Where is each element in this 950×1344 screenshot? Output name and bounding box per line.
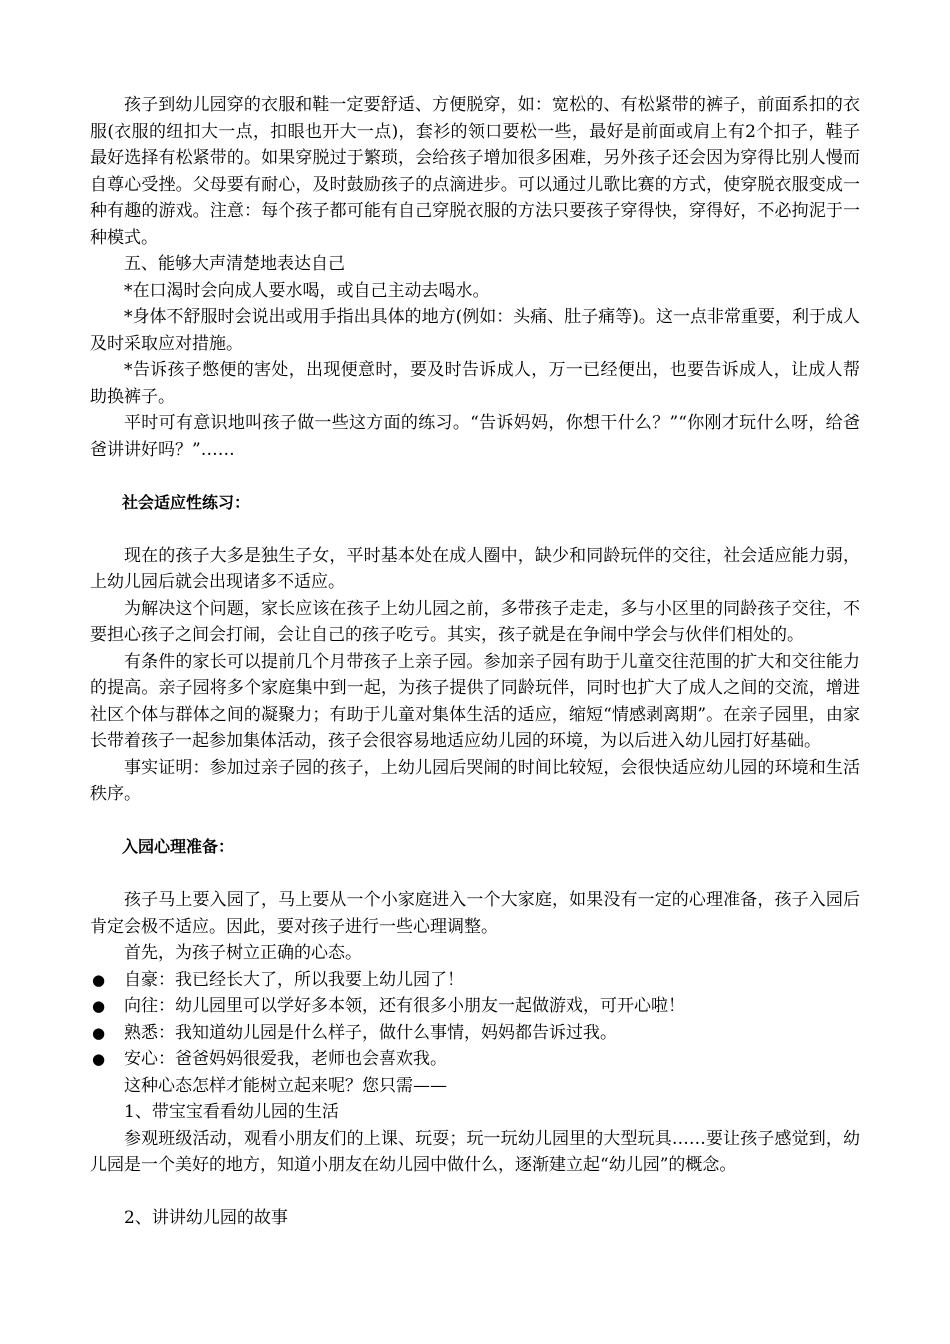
- subheading-visit-kindergarten: 1、带宝宝看看幼儿园的生活: [124, 1102, 339, 1122]
- bullet-icon: ●: [92, 997, 106, 1015]
- blank-line: [90, 463, 860, 490]
- bullet-icon: ●: [92, 970, 106, 989]
- list-item: [90, 1020, 860, 1047]
- bullet-icon: ●: [92, 1023, 106, 1042]
- paragraph-clothing: 孩子到幼儿园穿的衣服和鞋一定要舒适、方便脱穿，如：宽松的、有松紧带的裤子，前面系扣的衣服(衣服的纽扣大一点，扣眼也开大一点)，套衫的领口要松一些，最好是前面或肩上有2个扣子，鞋子最好选择有松紧带的。如果穿脱过于繁琐，会给孩子增加很多困难，另外孩子还会因为穿得比别人慢而自尊心受挫。父母要有耐心，及时鼓励孩子的点滴进步。可以通过儿歌比赛的方式，使穿脱衣服变成一种有趣的游戏。注意：每个孩子都可能有自己穿脱衣服的方法只要孩子穿得快，穿得好，不必拘泥于一种模式。: [90, 95, 860, 248]
- list-item-text: 安心：爸爸妈妈很爱我，老师也会喜欢我。: [124, 1049, 447, 1069]
- heading-psychological-prep: 入园心理准备：: [122, 837, 235, 856]
- document-page: [90, 92, 860, 1232]
- bullet-icon: ●: [92, 1050, 106, 1068]
- blank-line: [90, 516, 860, 543]
- paragraph-how-to: 这种心态怎样才能树立起来呢？您只需——: [124, 1075, 447, 1096]
- paragraph-psych-intro: 孩子马上要入园了，马上要从一个小家庭进入一个大家庭，如果没有一定的心理准备，孩子入园后肯定会极不适应。因此，要对孩子进行一些心理调整。: [90, 890, 860, 937]
- list-item-text: 向往：幼儿园里可以学好多本领，还有很多小朋友一起做游戏，可开心啦！: [124, 996, 685, 1016]
- blank-line: [90, 1179, 860, 1206]
- paragraph-social-1: 现在的孩子大多是独生子女，平时基本处在成人圈中，缺少和同龄玩伴的交往，社会适应能力弱，上幼儿园后就会出现诸多不适应。: [90, 545, 860, 592]
- subheading-expression: 五、能够大声清楚地表达自己: [124, 254, 345, 274]
- paragraph-thirsty: *在口渴时会向成人要水喝，或自己主动去喝水。: [124, 280, 490, 301]
- blank-line: [90, 808, 860, 835]
- paragraph-social-4: 事实证明：参加过亲子园的孩子，上幼儿园后哭闹的时间比较短，会很快适应幼儿园的环境和生活秩序。: [90, 757, 860, 804]
- blank-line: [90, 861, 860, 888]
- list-item: [90, 993, 860, 1020]
- list-item-text: 自豪：我已经长大了，所以我要上幼儿园了！: [124, 969, 464, 990]
- paragraph-social-2: 为解决这个问题，家长应该在孩子上幼儿园之前，多带孩子走走，多与小区里的同龄孩子交往，不要担心孩子之间会打闹，会让自己的孩子吃亏。其实，孩子就是在争闹中学会与伙伴们相处的。: [90, 598, 860, 645]
- paragraph-practice: 平时可有意识地叫孩子做一些这方面的练习。“告诉妈妈，你想干什么？”“你刚才玩什么呀，给爸爸讲讲好吗？”……: [90, 413, 860, 460]
- paragraph-mindset: 首先，为孩子树立正确的心态。: [124, 943, 362, 963]
- paragraph-social-3: 有条件的家长可以提前几个月带孩子上亲子园。参加亲子园有助于儿童交往范围的扩大和交往能力的提高。亲子园将多个家庭集中到一起，为孩子提供了同龄玩伴，同时也扩大了成人之间的交流，增进社区个体与群体之间的凝聚力；有助于儿童对集体生活的适应，缩短“情感剥离期”。在亲子园里，由家长带着孩子一起参加集体活动，孩子会很容易地适应幼儿园的环境，为以后进入幼儿园打好基础。: [90, 651, 860, 751]
- paragraph-toilet: *告诉孩子憋便的害处，出现便意时，要及时告诉成人，万一已经便出，也要告诉成人，让成人帮助换裤子。: [90, 360, 860, 407]
- list-item: [90, 967, 860, 994]
- subheading-kindergarten-stories: 2、讲讲幼儿园的故事: [124, 1208, 288, 1228]
- heading-social-adaptation: 社会适应性练习：: [122, 492, 251, 512]
- paragraph-visit: 参观班级活动，观看小朋友们的上课、玩耍；玩一玩幼儿园里的大型玩具……要让孩子感觉到，幼儿园是一个美好的地方，知道小朋友在幼儿园中做什么，逐渐建立起“幼儿园”的概念。: [90, 1128, 860, 1175]
- list-item: [90, 1046, 860, 1073]
- list-item-text: 熟悉：我知道幼儿园是什么样子，做什么事情，妈妈都告诉过我。: [124, 1022, 617, 1043]
- paragraph-unwell: *身体不舒服时会说出或用手指出具体的地方(例如：头痛、肚子痛等)。这一点非常重要，利于成人及时采取应对措施。: [90, 307, 860, 354]
